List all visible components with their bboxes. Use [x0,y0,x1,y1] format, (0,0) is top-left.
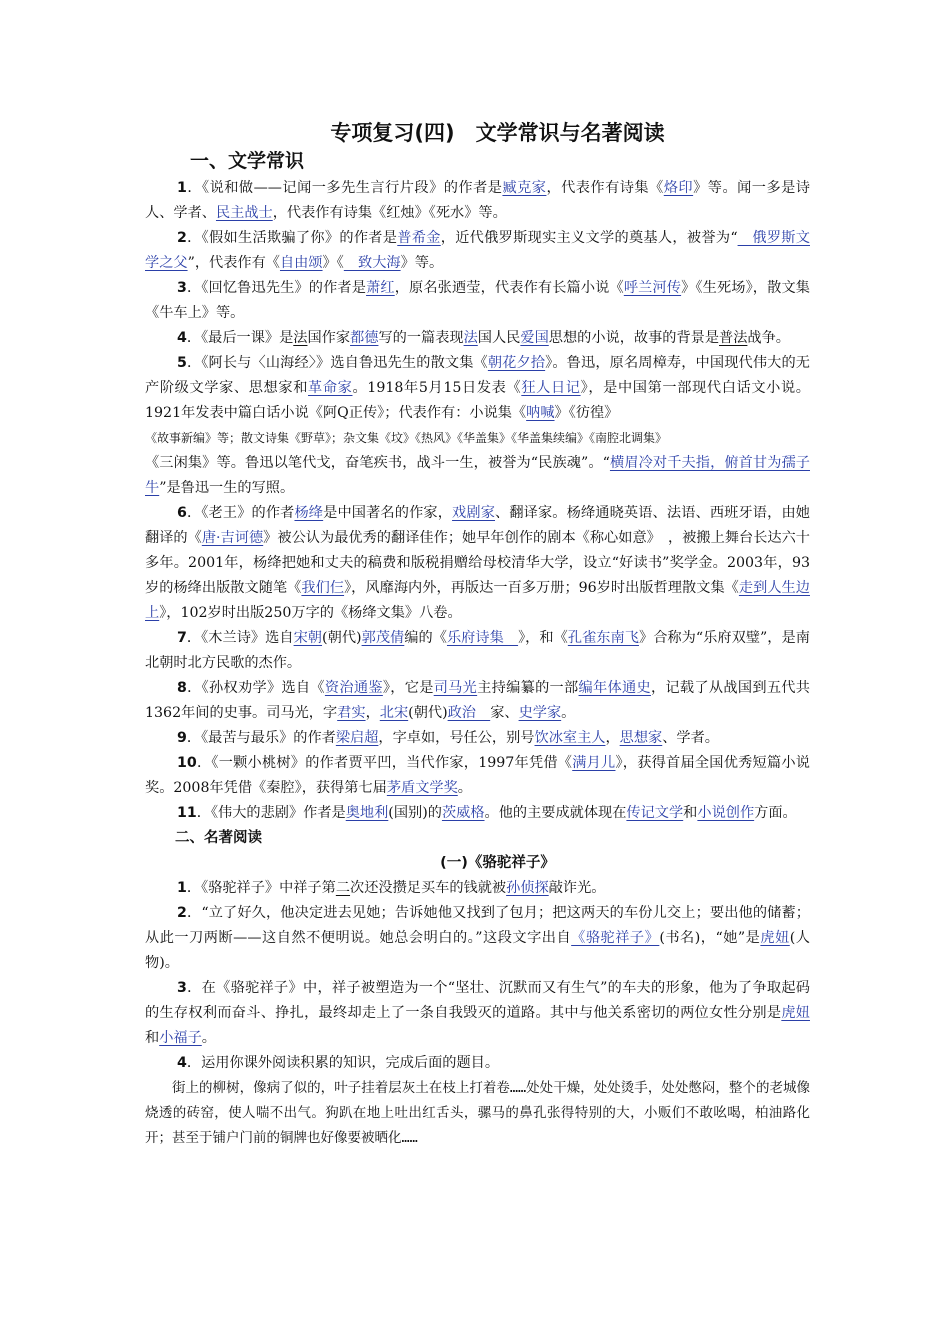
text: 主持编纂的一部 [477,680,579,696]
text: ．《老王》的作者 [186,505,295,521]
answer: 满月儿 [572,755,616,771]
text: 写的一篇表现 [378,330,464,346]
text: 》被公认为最优秀的翻译佳作；她早年创作的剧本《称心如意》 ，被搬上舞台长达六十多年。2001年，杨绛把她和丈夫的稿费和版税捐赠给母校清华大学，设立“好读书”奖学金。2003年，93岁的杨绛出版散文随笔《 [145,530,810,596]
answer: 唐·吉诃德 [201,530,264,546]
answer: 臧克家 [502,180,547,196]
question-4 [145,1051,810,1076]
answer: 奥地利 [345,805,389,821]
answer: 爱国 [520,330,549,346]
item-number: 4 [177,330,187,346]
answer: 横眉冷对千夫指，俯首甘为孺子牛 [145,455,810,496]
answer: 萧红 [366,280,395,296]
text: 《三闲集》等。鲁迅以笔代戈，奋笔疾书，战斗一生，被誉为“民族魂”。“ [145,455,610,471]
answer: 我们仨 [301,580,345,596]
text: (朝代) [322,630,362,646]
text: ，记载了从战国到五代共1362年间的史事。司马光，字 [145,680,810,721]
text: ．《阿长与〈山海经〉》选自鲁迅先生的散文集《 [186,355,488,371]
text: 和 [145,1030,160,1046]
text: ，代表作有诗集《 [546,180,664,196]
text: 家、 [490,705,519,721]
item-1 [145,176,810,226]
text: 》等。 [400,255,444,271]
answer: 法 [463,330,478,346]
answer: 孔雀东南飞 [567,630,639,646]
answer: 茅盾文学奖 [386,780,458,796]
text: ．运用你课外阅读积累的知识，完成后面的题目。 [186,1055,500,1071]
text: ．在《骆驼祥子》中，祥子被塑造为一个“坚壮、沉默而又有生气”的车夫的形象，他为了争取起码的生存权利而奋斗、挣扎，最终却走上了一条自我毁灭的道路。其中与他关系密切的两位女性分别是 [145,980,810,1021]
answer: 二 [335,880,351,896]
text: ，近代俄罗斯现实主义文学的奠基人，被誉为“ [440,230,738,246]
answer: 《骆驼祥子》 [571,930,660,946]
question-1 [145,876,810,901]
answer: 狂人日记 [521,380,581,396]
item-3 [145,276,810,326]
text: ．《最苦与最乐》的作者 [186,730,336,746]
item-number: 5 [177,355,187,371]
answer: 普希金 [397,230,441,246]
answer: 思想家 [619,730,663,746]
answer: 戏剧家 [452,505,496,521]
item-number: 7 [177,630,187,646]
text: 方面。 [754,805,797,821]
text: 。1918年5月15日发表《 [352,380,522,396]
answer: 宋朝 [293,630,323,646]
text: 》《彷徨》 [554,405,619,421]
text: (人物)。 [145,930,810,971]
text: 》，获得首届全国优秀短篇小说奖。2008年凭借《秦腔》，获得第七届 [145,755,810,796]
item-number: 9 [177,730,187,746]
answer: 孙侦探 [506,880,549,896]
reading-passage: 街上的柳树，像病了似的，叶子挂着层灰土在枝上打着卷……处处干燥，处处烫手，处处憋闷，整个的老城像烧透的砖窑，使人喘不出气。狗趴在地上吐出红舌头，骡马的鼻孔张得特别的大，小贩们不敢吆喝，柏油路化开；甚至于铺户门前的铜牌也好像要被晒化…… [145,1080,810,1146]
text: 是中国著名的作家， [323,505,453,521]
answer: 小说创作 [697,805,755,821]
answer: 都德 [350,330,379,346]
item-7 [145,626,810,676]
answer: 普法 [719,330,748,346]
answer: 史学家 [518,705,562,721]
page-title: 专项复习(四) 文学常识与名著阅读 [330,121,665,145]
answer: 乐府诗集 [446,630,519,646]
answer: 呼兰河传 [623,280,682,296]
text: 和 [683,805,698,821]
text: (书名)，“她”是 [659,930,761,946]
text: ，代表作有诗集《红烛》《死水》等。 [272,205,507,221]
text: 国作家 [307,330,351,346]
item-8 [145,676,810,726]
answer: 资治通鉴 [324,680,383,696]
item-6 [145,501,810,626]
item-5-small-line: 《故事新编》等；散文诗集《野草》；杂文集《坟》《热风》《华盖集》《华盖集续编》《南腔北调集》 [145,431,668,445]
item-number: 3 [177,280,187,296]
answer: 小福子 [159,1030,202,1046]
section-heading-classics: 二、名著阅读 [175,830,262,846]
subsection-heading: (一)《骆驼祥子》 [440,855,555,871]
item-9 [145,726,810,751]
text: 》，它是 [382,680,434,696]
answer: 俄罗斯文学之父 [145,230,810,271]
item-number: 8 [177,680,187,696]
item-number: 10 [177,755,197,771]
answer: 郭茂倩 [361,630,405,646]
answer: 朝花夕拾 [487,355,546,371]
text: 、学者。 [662,730,719,746]
answer: 革命家 [308,380,353,396]
item-2 [145,226,810,276]
item-number: 6 [177,505,187,521]
answer: 虎妞 [781,1005,810,1021]
text: 。 [561,705,576,721]
item-number: 1 [177,880,187,896]
answer: 民主战士 [215,205,273,221]
answer: 梁启超 [335,730,379,746]
text: ．《木兰诗》选自 [186,630,294,646]
text: ， [365,705,380,721]
text: ．“立了好久，他决定进去见她；告诉她他又找到了包月；把这两天的车份儿交上；要出他的储蓄；从此一刀两断——这自然不便明说。她总会明白的。”这段文字出自 [145,905,810,946]
answer: 君实 [337,705,366,721]
item-number: 2 [177,905,187,921]
answer: 茨威格 [441,805,485,821]
text: ．《说和做——记闻一多先生言行片段》的作者是 [186,180,503,196]
item-5-continued [145,451,810,501]
answer: 致大海 [343,255,401,271]
text: ．《一颗小桃树》的作者贾平凹，当代作家，1997年凭借《 [196,755,573,771]
item-number: 11 [177,805,197,821]
section-heading-literature: 一、文学常识 [190,150,305,172]
text: 》，风靡海内外，再版达一百多万册；96岁时出版哲理散文集《 [344,580,739,596]
question-2 [145,901,810,976]
text: ”，代表作有《 [187,255,280,271]
text: 。 [457,780,472,796]
text: 、翻译家。杨绛通晓英语、法语、西班牙语，由她翻译的《 [145,505,810,546]
text: 》合称为“乐府双璧”，是南北朝时北方民歌的杰作。 [145,630,810,671]
item-number: 2 [177,230,187,246]
answer: 北宋 [379,705,409,721]
answer: 杨绛 [294,505,324,521]
answer: 烙印 [663,180,694,196]
text: 编的《 [404,630,447,646]
item-5 [145,351,810,426]
answer: 编年体通史 [578,680,651,696]
text: ，字卓如，号任公，别号 [378,730,535,746]
text: ， [605,730,620,746]
item-number: 3 [177,980,187,996]
answer: 呐喊 [526,405,555,421]
item-number: 1 [177,180,187,196]
text: ．《孙权劝学》选自《 [186,680,325,696]
text: ”是鲁迅一生的写照。 [159,480,295,496]
item-10 [145,751,810,801]
answer: 司马光 [433,680,478,696]
text: 战争。 [747,330,790,346]
answer: 饮冰室主人 [534,730,606,746]
answer: 传记文学 [626,805,684,821]
answer: 法 [293,330,308,346]
document-page [145,118,810,1151]
text: ．《假如生活欺骗了你》的作者是 [186,230,398,246]
answer: 走到人生边上 [145,580,810,621]
text: ．《骆驼祥子》中祥子第 [186,880,336,896]
text: 国人民 [477,330,521,346]
item-11 [145,801,810,826]
text: (朝代) [408,705,448,721]
text: 》。鲁迅，原名周樟寿，中国现代伟大的无产阶级文学家、思想家和 [145,355,810,396]
text: 》，是中国第一部现代白话文小说。1921年发表中篇白话小说《阿Q正传》；代表作有：小说集《 [145,380,810,421]
answer: 政治 [447,705,491,721]
text: 》等。闻一多是诗人、学者、 [145,180,810,221]
text: ．《回忆鲁迅先生》的作者是 [186,280,367,296]
text: 次还没攒足买车的钱就被 [350,880,507,896]
text: (国别)的 [388,805,442,821]
question-3 [145,976,810,1051]
text: ，原名张迺莹，代表作有长篇小说《 [394,280,624,296]
text: ．《伟大的悲剧》作者是 [196,805,346,821]
text: 》《生死场》，散文集《牛车上》等。 [145,280,810,321]
text: 思想的小说，故事的背景是 [548,330,720,346]
text: ．《最后一课》是 [186,330,294,346]
answer: 自由颂 [279,255,323,271]
item-number: 4 [177,1055,187,1071]
item-4 [145,326,810,351]
text: 。他的主要成就体现在 [484,805,627,821]
answer: 虎妞 [760,930,790,946]
text: 敲诈光。 [548,880,606,896]
text: 。 [201,1030,216,1046]
text: 》，和《 [518,630,568,646]
text: 》，102岁时出版250万字的《杨绛文集》八卷。 [159,605,462,621]
text: 》《 [322,255,344,271]
